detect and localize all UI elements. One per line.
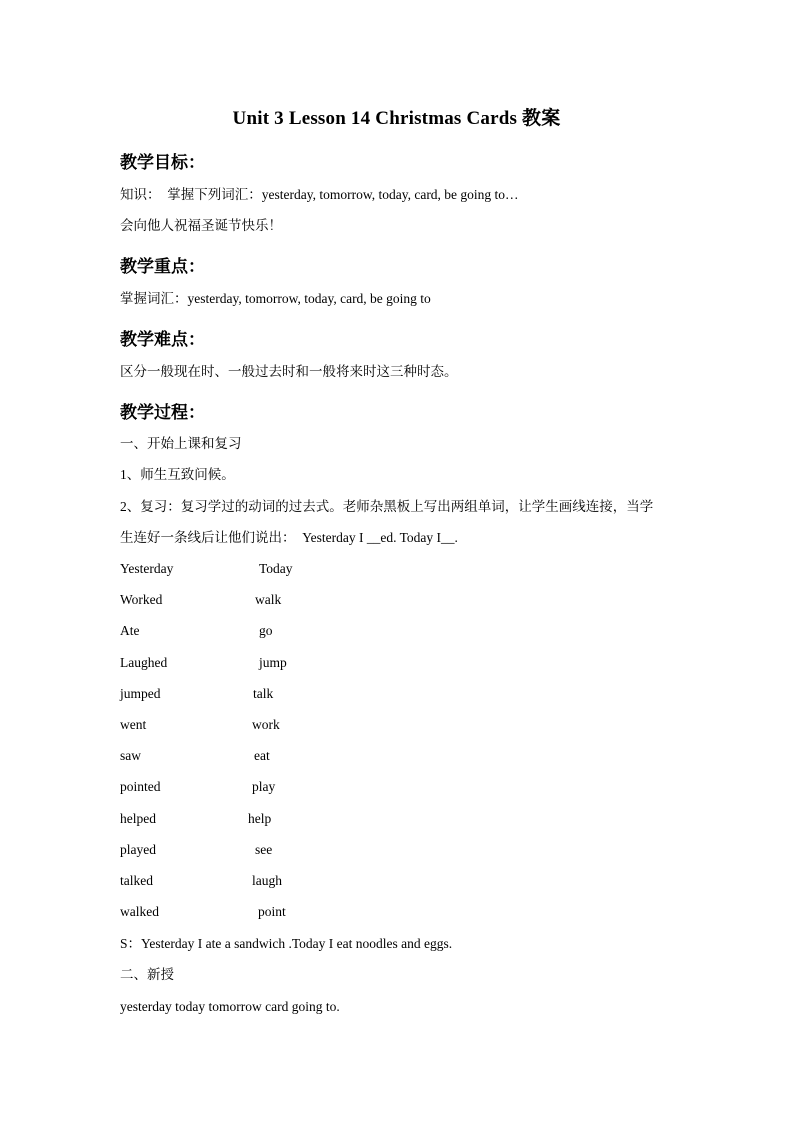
key-points-heading: 教学重点： [120,257,205,276]
word-pair-left: played [120,842,156,857]
teaching-goals-knowledge: 知识： 掌握下列词汇：yesterday, tomorrow, today, card, be going to… [120,187,519,202]
document-title: Unit 3 Lesson 14 Christmas Cards 教案 [232,108,561,129]
teaching-process-heading: 教学过程： [120,403,205,422]
word-pair-right: eat [254,748,270,763]
word-pair-right: talk [253,686,274,701]
word-pair-right: work [252,717,280,732]
word-pair-left: walked [120,904,159,919]
teaching-goals-greeting: 会向他人祝福圣诞节快乐！ [120,218,282,233]
word-pair-left: went [120,717,147,732]
word-pair-right: help [248,811,272,826]
word-pair-left: pointed [120,779,161,794]
word-pair-right: see [255,842,273,857]
word-pair-right: play [252,779,276,794]
word-pair-left: Worked [120,592,163,607]
word-pair-left: Ate [120,623,140,638]
process-step-review-line2: 生连好一条线后让他们说出： Yesterday I __ed. Today I__. [120,530,458,545]
teaching-goals-heading: 教学目标： [120,153,205,172]
word-pair-left: Laughed [120,655,168,670]
new-lesson-words: yesterday today tomorrow card going to. [120,999,340,1014]
word-pair-right: walk [255,592,282,607]
word-pair-right: Today [259,561,293,576]
sample-sentence: S：Yesterday I ate a sandwich .Today I eat noodles and eggs. [120,936,453,951]
process-step-review-line1: 2、复习：复习学过的动词的过去式。老师杂黑板上写出两组单词，让学生画线连接，当学 [120,499,654,514]
word-pair-left: helped [120,811,156,826]
word-pair-left: saw [120,748,141,763]
word-pair-left: Yesterday [120,561,174,576]
word-pair-right: point [258,904,286,919]
word-pair-left: jumped [120,686,161,701]
word-pair-left: talked [120,873,153,888]
word-pair-right: jump [259,655,287,670]
process-step-1: 一、开始上课和复习 [120,436,242,451]
difficult-points-heading: 教学难点： [120,330,205,349]
new-lesson-heading: 二、新授 [120,967,174,982]
process-step-greeting: 1、师生互致问候。 [120,467,235,482]
word-pair-right: laugh [252,873,282,888]
difficult-points-text: 区分一般现在时、一般过去时和一般将来时这三种时态。 [120,364,458,379]
key-points-text: 掌握词汇：yesterday, tomorrow, today, card, be going to [120,291,431,306]
word-pair-right: go [259,623,273,638]
